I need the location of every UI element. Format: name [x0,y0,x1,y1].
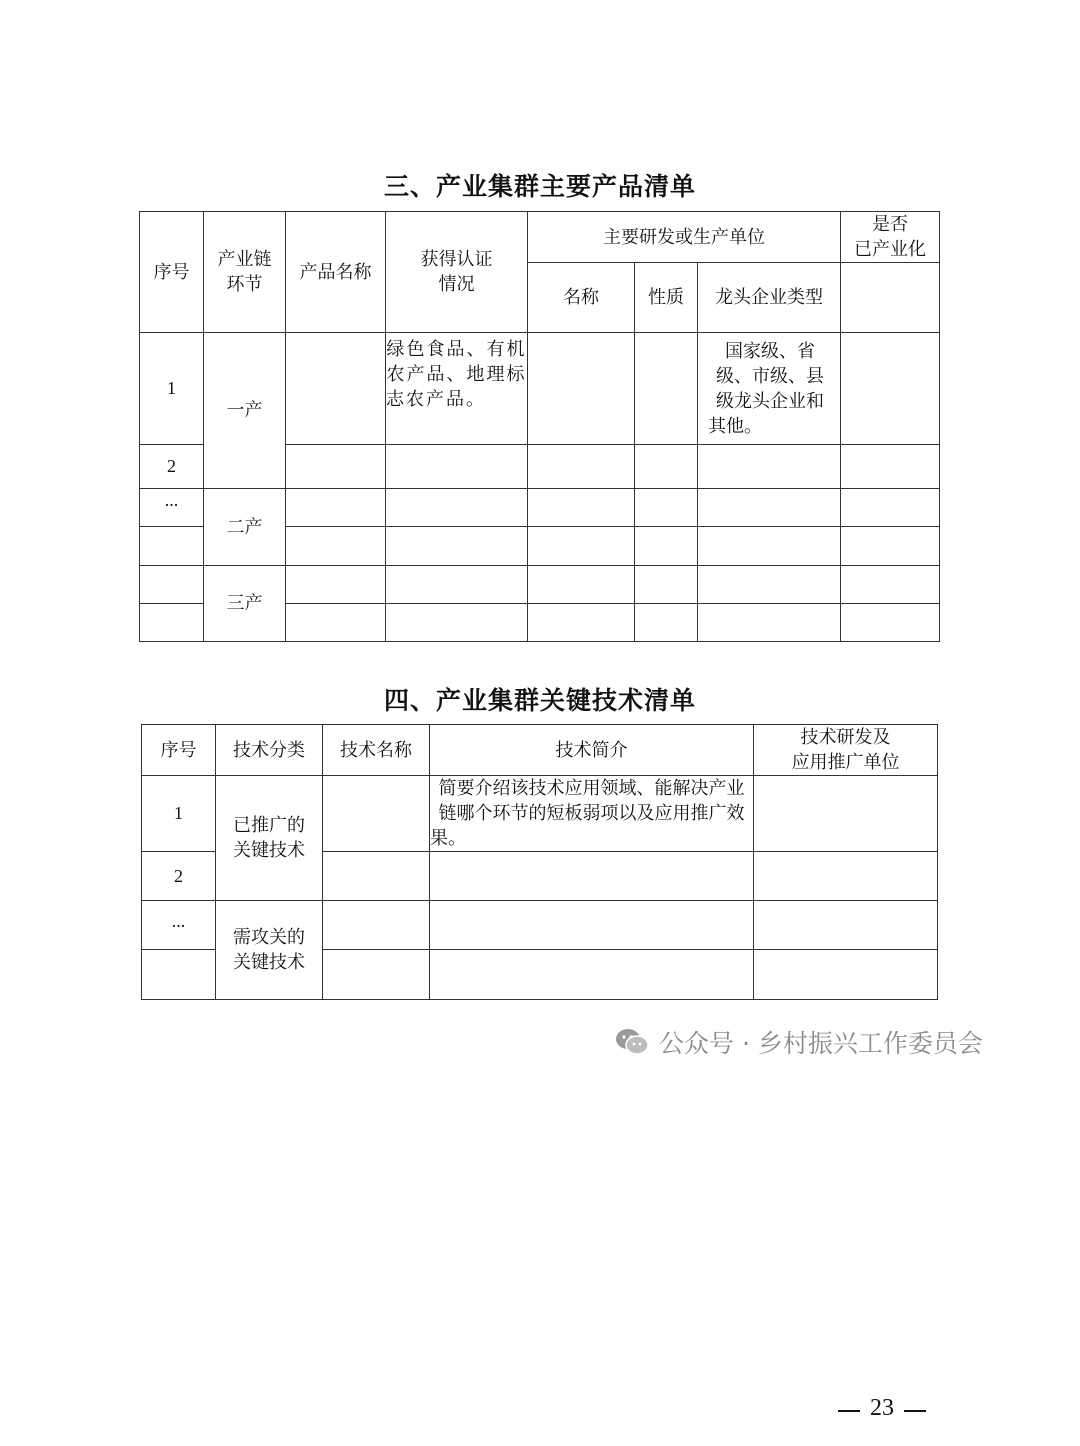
page-number-dash-right [904,1410,926,1412]
cell-empty [635,489,698,527]
cell-empty [698,489,841,527]
cell-empty [754,950,938,1000]
header-tech-name: 技术名称 [323,725,430,776]
cell-empty [528,566,635,604]
cell-empty [286,489,386,527]
cell-empty [841,333,940,445]
cell-empty [841,566,940,604]
cell-empty [841,489,940,527]
cell-empty [386,527,528,566]
row-seq: 2 [142,852,216,901]
cell-empty [286,566,386,604]
cell-empty [140,566,204,604]
page-number-dash-left [838,1410,860,1412]
cell-empty [841,604,940,642]
cell-empty [142,950,216,1000]
cell-empty [635,445,698,489]
cell-empty [635,604,698,642]
chain-tertiary: 三产 [204,566,286,642]
tech-intro-note: 简要介绍该技术应用领域、能解决产业链哪个环节的短板弱项以及应用推广效果。 [430,776,754,852]
cell-empty [528,604,635,642]
cell-empty [386,445,528,489]
cell-empty [323,776,430,852]
tech-category-needed: 需攻关的 关键技术 [216,901,323,1000]
cell-empty [841,527,940,566]
row-seq: 2 [140,445,204,489]
cell-empty [528,445,635,489]
cell-empty [430,901,754,950]
cell-empty [841,263,940,333]
tech-category-promoted: 已推广的 关键技术 [216,776,323,901]
header-tech-intro: 技术简介 [430,725,754,776]
cell-empty [841,445,940,489]
cell-empty [698,604,841,642]
cell-empty [286,445,386,489]
row-seq: 1 [140,333,204,445]
certification-note: 绿色食品、有机农产品、地理标志农产品。 [386,333,528,445]
cell-empty [286,333,386,445]
page-number: 23 [870,1395,894,1421]
header-seq: 序号 [140,212,204,333]
cell-empty [140,527,204,566]
header-product-name: 产品名称 [286,212,386,333]
cell-empty [528,527,635,566]
cell-empty [323,852,430,901]
cell-empty [528,489,635,527]
cell-empty [140,604,204,642]
cell-empty [754,776,938,852]
header-tech-unit: 技术研发及 应用推广单位 [754,725,938,776]
header-industrialized: 是否 已产业化 [841,212,940,263]
cell-empty [323,901,430,950]
cell-empty [698,566,841,604]
section4-title: 四、产业集群关键技术清单 [383,686,696,715]
wechat-icon [615,1027,649,1057]
cell-empty [635,527,698,566]
header-unit-name: 名称 [528,263,635,333]
cell-empty [286,527,386,566]
cell-empty [698,527,841,566]
cell-empty [754,852,938,901]
cell-empty [635,333,698,445]
cell-empty [430,950,754,1000]
section3-title: 三、产业集群主要产品清单 [383,172,696,201]
cell-empty [323,950,430,1000]
watermark-text: 公众号 · 乡村振兴工作委员会 [659,1029,983,1058]
row-seq: 1 [142,776,216,852]
cell-empty [528,333,635,445]
header-unit-nature: 性质 [635,263,698,333]
cell-empty [386,566,528,604]
enterprise-type-note: 国家级、省级、市级、县级龙头企业和其他。 [698,333,841,445]
row-seq: ... [140,489,204,527]
cell-empty [754,901,938,950]
chain-primary: 一产 [204,333,286,489]
header-chain: 产业链 环节 [204,212,286,333]
row-seq: ... [142,901,216,950]
key-technology-table [141,724,938,1000]
cell-empty [286,604,386,642]
cell-empty [698,445,841,489]
header-unit-type: 龙头企业类型 [698,263,841,333]
chain-secondary: 二产 [204,489,286,566]
cell-empty [386,604,528,642]
cell-empty [430,852,754,901]
header-tech-category: 技术分类 [216,725,323,776]
cell-empty [386,489,528,527]
watermark [615,1024,983,1060]
header-unit-group: 主要研发或生产单位 [528,212,841,263]
main-products-table [139,211,940,642]
cell-empty [635,566,698,604]
header-seq: 序号 [142,725,216,776]
header-certification: 获得认证 情况 [386,212,528,333]
